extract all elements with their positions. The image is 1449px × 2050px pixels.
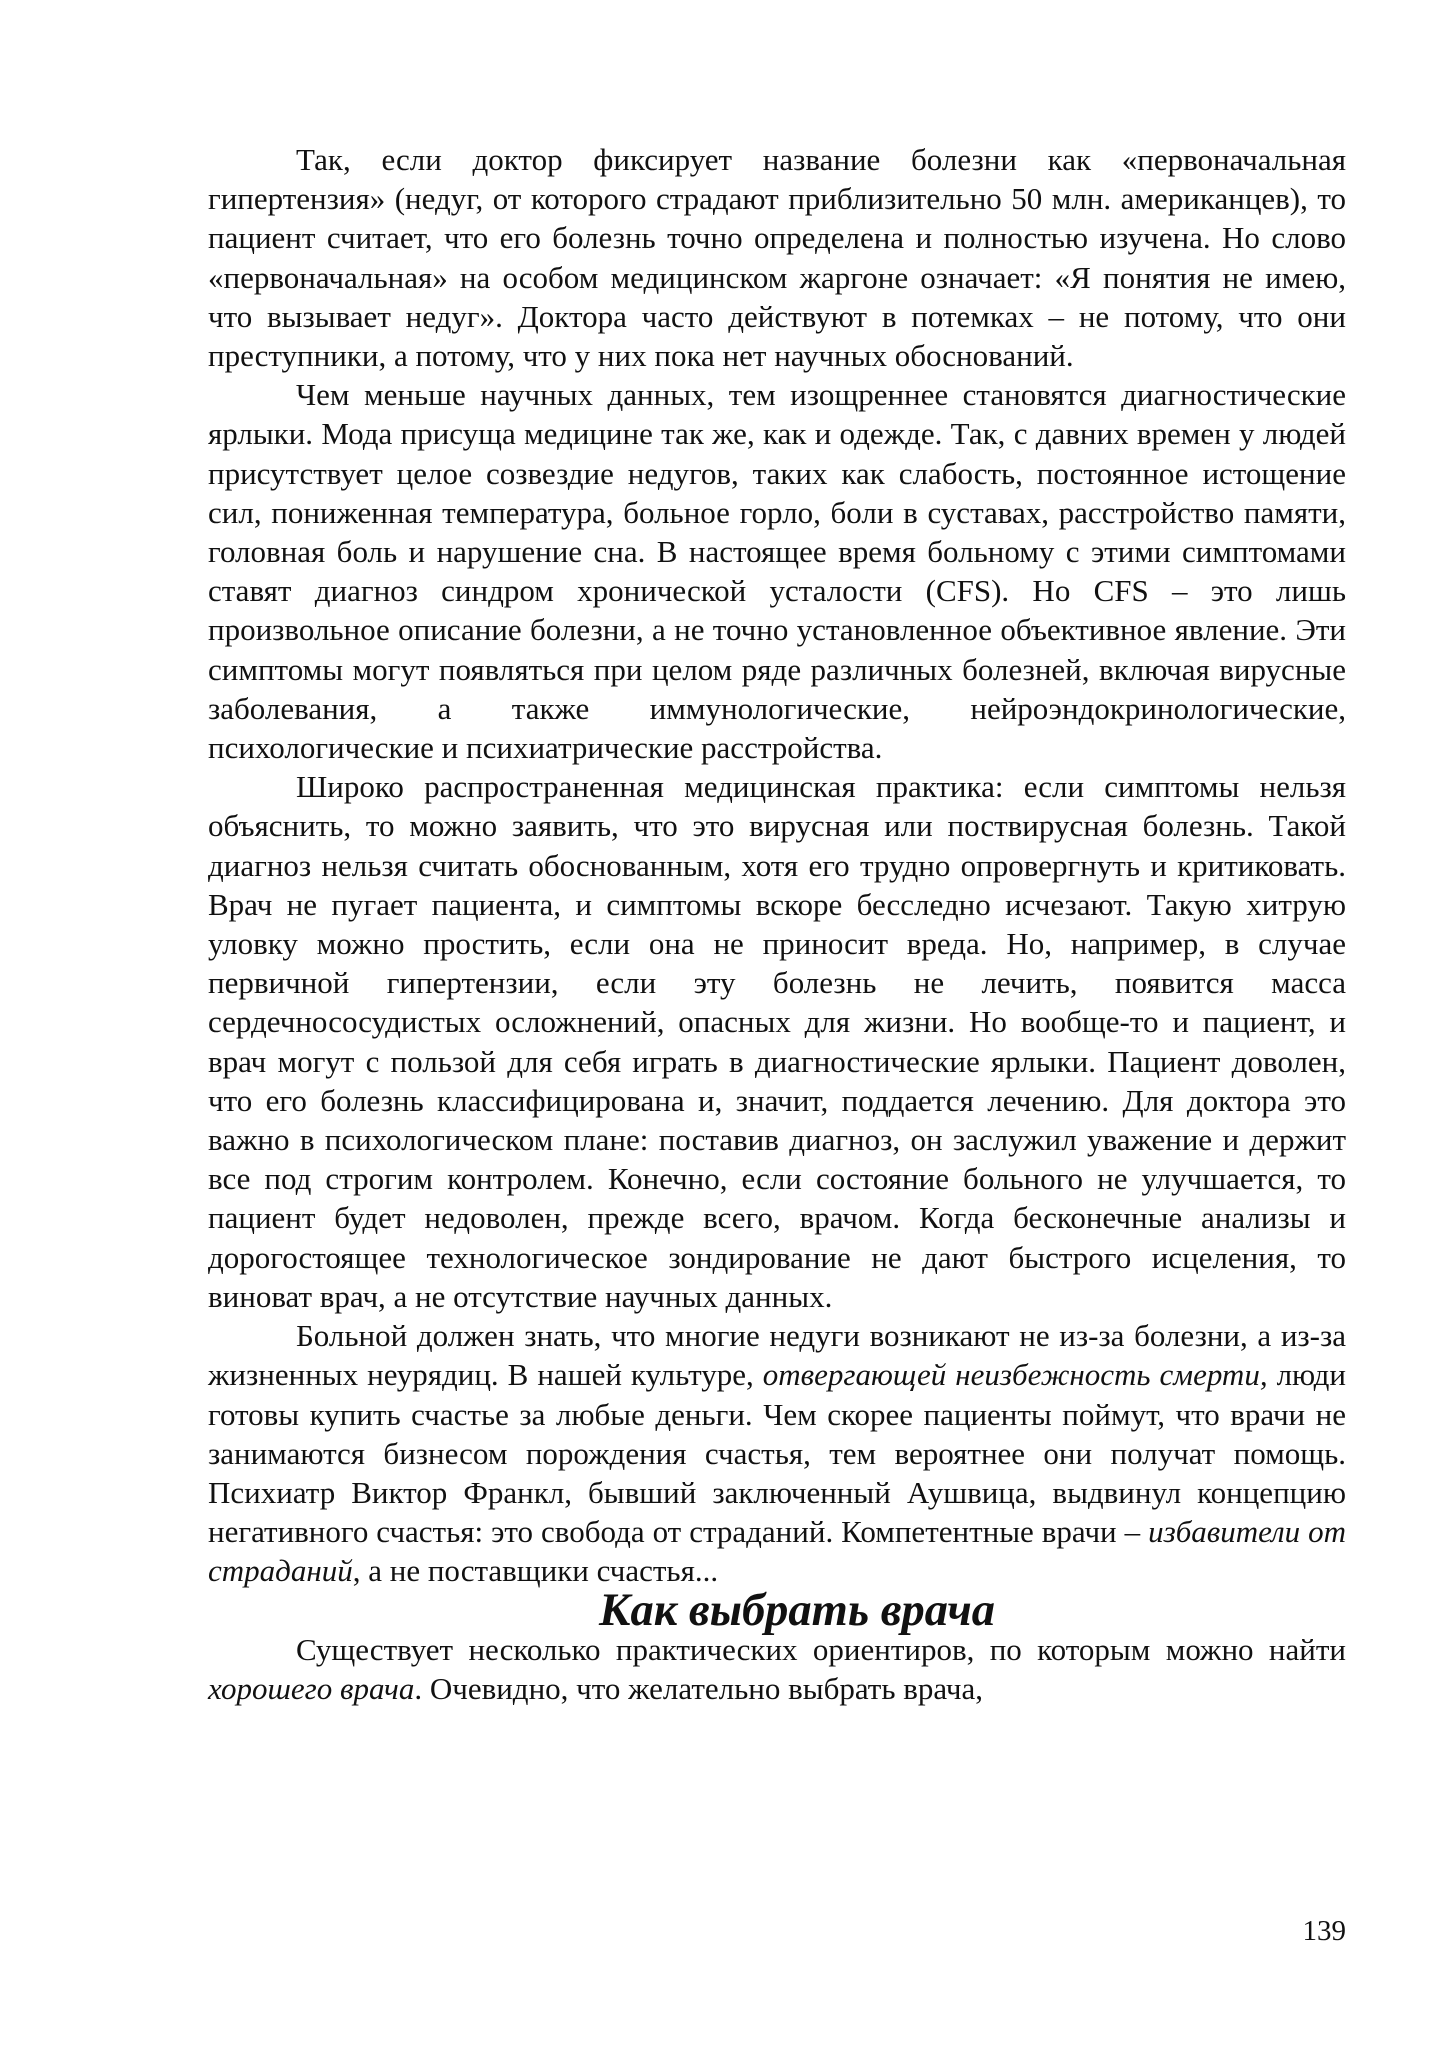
text-run: Широко распространенная медицинская практика: если симптомы нельзя объяснить, то можно заявить, что это вирусная или поствирусная болезнь. Такой диагноз нельзя считать обоснованным, хотя его трудно опровергнуть и критиковать. Врач не пугает пациента, и симптомы вскоре бесследно исчезают. Такую хитрую уловку можно простить, если она не приносит вреда. Но, например, в случае первичной гипертензии, если эту болезнь не лечить, появится масса сердечнососудистых осложнений, опасных для жизни. Но вообще-то и пациент, и врач могут с пользой для себя играть в диагностические ярлыки. Пациент доволен, что его болезнь классифицирована и, значит, поддается лечению. Для доктора это важно в психологическом плане: поставив диагноз, он заслужил уважение и держит все под строгим контролем. Конечно, если состояние больного не улучшается, то пациент будет недоволен, прежде всего, врачом. Когда бесконечные анализы и дорогостоящее технологическое зондирование не дают быстрого исцеления, то виноват врач, а не отсутствие научных данных. <box>208 769 1346 1314</box>
page-number: 139 <box>1302 1915 1346 1947</box>
text-run: , а не поставщики счастья... <box>352 1553 719 1589</box>
italic-phrase: отвергающей неизбежность смерти, <box>762 1357 1268 1393</box>
text-run: Так, если доктор фиксирует название болезни как «первоначальная гипертензия» (недуг, от которого страдают приблизительно 50 млн. американцев), то пациент считает, что его болезнь точно определена и полностью изучена. Но слово «первоначальная» на особом медицинском жаргоне означает: «Я понятия не имею, что вызывает недуг». Доктора часто действуют в потемках – не потому, что они преступники, а потому, что у них пока нет научных обоснований. <box>208 142 1346 374</box>
page-body <box>208 140 1346 1708</box>
text-run: Существует несколько практических ориентиров, по которым можно найти <box>296 1631 1346 1667</box>
paragraph-4 <box>208 1316 1346 1590</box>
paragraph-5 <box>208 1630 1346 1708</box>
text-run: люди готовы купить счастье за любые деньги. Чем скорее пациенты поймут, что врачи не занимаются бизнесом порождения счастья, тем вероятнее они получат помощь. Психиатр Виктор Франкл, бывший заключенный Аушвица, выдвинул концепцию негативного счастья: это свобода от страданий. Компетентные врачи – <box>208 1357 1347 1550</box>
italic-phrase: хорошего врача <box>208 1670 415 1706</box>
text-run: Больной должен знать, что многие недуги возникают не из-за болезни, а из-за жизненных неурядиц. В нашей культуре, <box>208 1318 1346 1393</box>
text-run: . Очевидно, что желательно выбрать врача, <box>414 1670 983 1706</box>
italic-phrase: избавители от страданий <box>208 1514 1346 1589</box>
paragraph-3 <box>208 767 1346 1316</box>
text-run: Чем меньше научных данных, тем изощреннее становятся диагностические ярлыки. Мода присуща медицине так же, как и одежде. Так, с давних времен у людей присутствует целое созвездие недугов, таких как слабость, постоянное истощение сил, пониженная температура, больное горло, боли в суставах, расстройство памяти, головная боль и нарушение сна. В настоящее время больному с этими симптомами ставят диагноз синдром хронической усталости (CFS). Но CFS – это лишь произвольное описание болезни, а не точно установленное объективное явление. Эти симптомы могут появляться при целом ряде различных болезней, включая вирусные заболевания, а также иммунологические, нейроэндокринологические, психологические и психиатрические расстройства. <box>208 377 1346 766</box>
section-heading: Как выбрать врача <box>598 1584 996 1636</box>
paragraph-1 <box>208 140 1346 375</box>
paragraph-2 <box>208 375 1346 767</box>
